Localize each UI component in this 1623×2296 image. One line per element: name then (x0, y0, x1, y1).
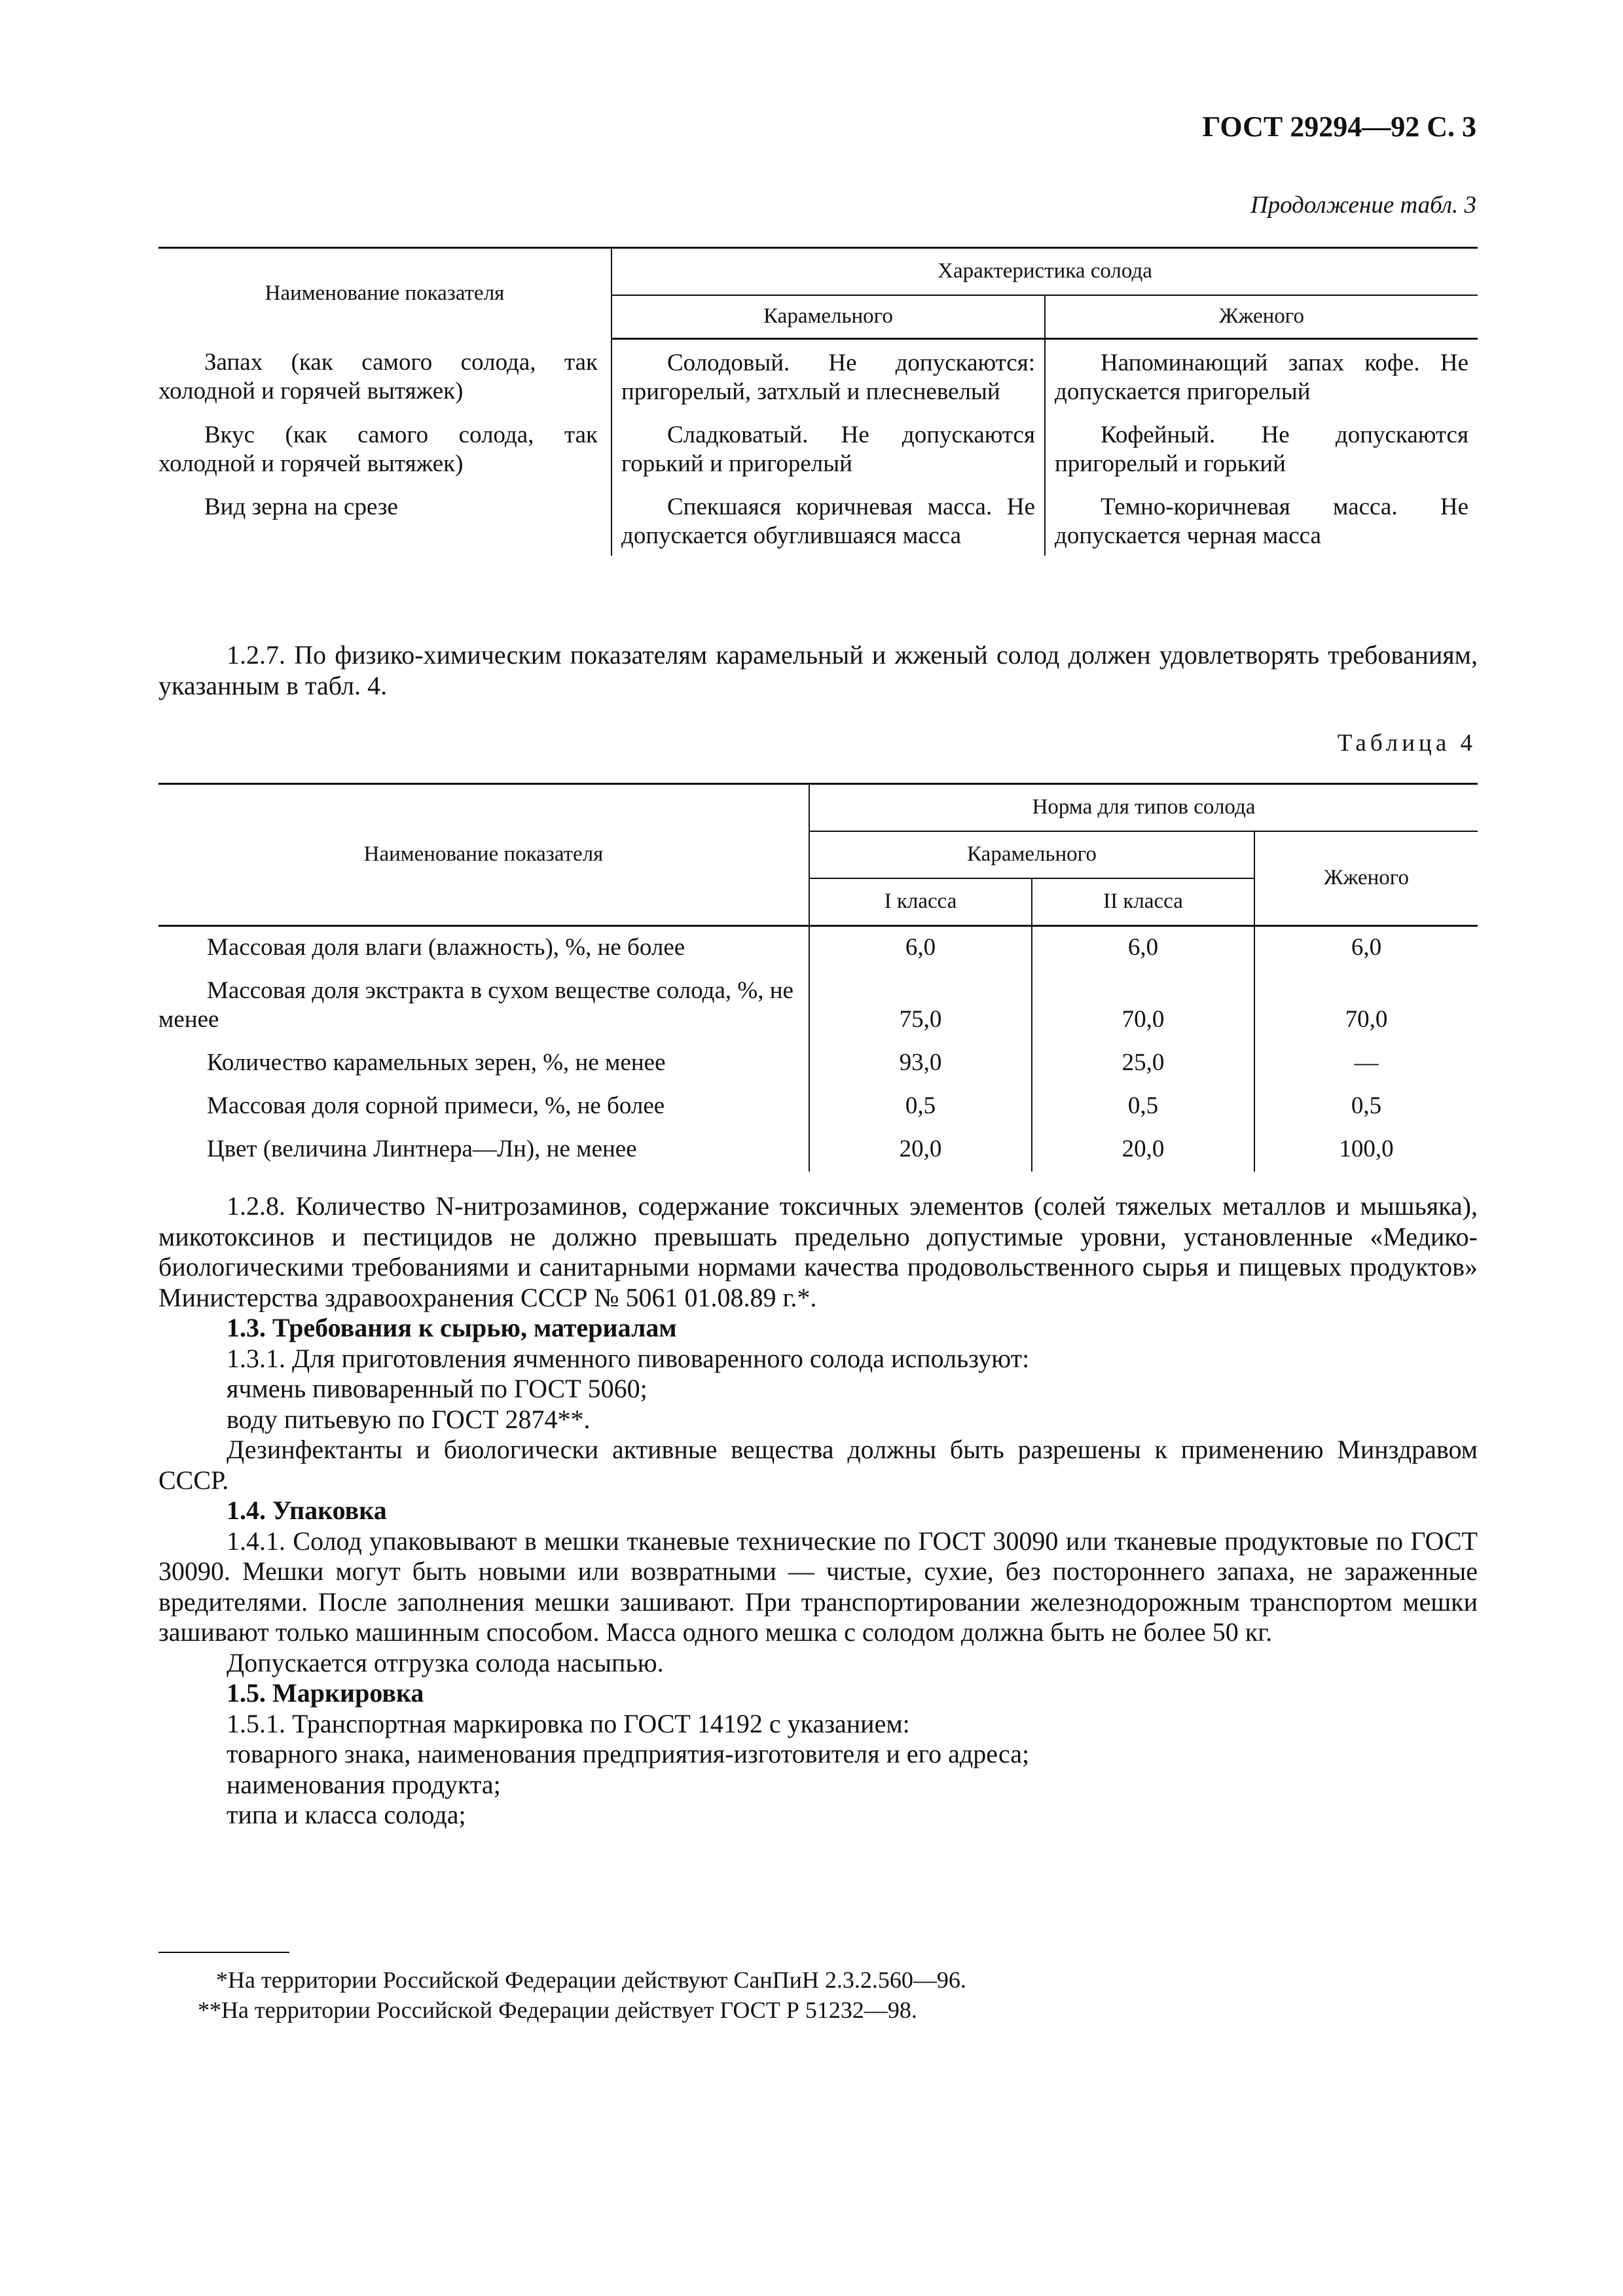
table4-header-group: Норма для типов солода (809, 784, 1478, 832)
table3-cell-caramel: Сладковатый. Не допускаются горький и пригорелый (611, 412, 1045, 484)
table3-cell-indicator: Запах (как самого солода, так холодной и горячей вытяжек) (158, 348, 598, 404)
table4-cell-value: 6,0 (1032, 926, 1254, 971)
paragraph-1-5-1: 1.5.1. Транспортная маркировка по ГОСТ 14192 с указанием: (227, 1708, 910, 1738)
table3-cell-indicator: Вкус (как самого солода, так холодной и горячей вытяжек) (158, 422, 598, 477)
table4-cell-indicator (158, 970, 809, 1042)
list-item: воду питьевую по ГОСТ 2874**. (227, 1404, 591, 1434)
table-row (158, 1085, 1478, 1128)
list-item: типа и класса солода; (227, 1800, 466, 1829)
table4-cell-value: 20,0 (1032, 1128, 1254, 1172)
table4-header-roasted: Жженого (1254, 831, 1478, 926)
table-row (158, 339, 1478, 412)
table3-header-group: Характеристика солода (611, 248, 1478, 296)
table4-cell-value: 70,0 (1032, 970, 1254, 1042)
table-row (158, 1042, 1478, 1085)
table3-header-indicator: Наименование показателя (264, 281, 505, 305)
section-heading-1-3: 1.3. Требования к сырью, материалам (227, 1313, 677, 1342)
list-item: наименования продукта; (227, 1769, 501, 1799)
table4-cell-indicator (158, 926, 809, 971)
table4-cell-value: 20,0 (809, 1128, 1032, 1172)
table4-cell-value: 0,5 (1254, 1085, 1478, 1128)
table4-header-indicator: Наименование показателя (158, 784, 809, 926)
table4-cell-value: 93,0 (809, 1042, 1032, 1085)
list-item: товарного знака, наименования предприятия-изготовителя и его адреса; (227, 1739, 1030, 1768)
table4-cell-value: 70,0 (1254, 970, 1478, 1042)
table4-cell-indicator-text: Массовая доля влаги (влажность), %, не более (207, 934, 685, 961)
main-text (158, 1191, 1478, 1831)
table3-cell-caramel: Солодовый. Не допускаются: пригорелый, затхлый и плесневелый (611, 339, 1045, 412)
table-row (158, 412, 1478, 484)
table-continuation-label: Продолжение табл. 3 (1250, 192, 1476, 219)
table4-cell-value: — (1254, 1042, 1478, 1085)
table3-header-roasted: Жженого (1045, 295, 1478, 339)
paragraph-1-2-8: 1.2.8. Количество N-нитрозаминов, содержание токсичных элементов (солей тяжелых металлов и мышьяка), микотоксинов и пестицидов не должно превышать предельно допустимые уровни, установленные «Медико-биологическими требованиями и санитарными нормами качества продовольственного сырья и пищевых продуктов» Министерства здравоохранения СССР № 5061 01.08.89 г.*. (158, 1191, 1478, 1312)
table4-cell-value: 100,0 (1254, 1128, 1478, 1172)
table4-cell-value: 0,5 (809, 1085, 1032, 1128)
paragraph-1-4-1: 1.4.1. Солод упаковывают в мешки тканевые технические по ГОСТ 30090 или тканевые продуктовые по ГОСТ 30090. Мешки могут быть новыми или возвратными — чистые, сухие, без постороннего запаха, не зараженные вредителями. После заполнения мешки зашивают. При транспортировании железнодорожным транспортом мешки зашивают только машинным способом. Масса одного мешка с солодом должна быть не более 50 кг. (158, 1526, 1478, 1647)
section-heading-1-5: 1.5. Маркировка (227, 1678, 424, 1708)
table4-cell-value: 25,0 (1032, 1042, 1254, 1085)
table4-cell-indicator (158, 1128, 809, 1172)
paragraph-1-2-7: 1.2.7. По физико-химическим показателям карамельный и жженый солод должен удовлетворять требованиям, указанным в табл. 4. (158, 640, 1478, 700)
table4-cell-value: 0,5 (1032, 1085, 1254, 1128)
footnote-separator (158, 1952, 289, 1953)
table4-cell-indicator (158, 1085, 809, 1128)
paragraph-1-3-1: 1.3.1. Для приготовления ячменного пивоваренного солода используют: (227, 1343, 1030, 1373)
table4-header-caramel: Карамельного (809, 831, 1254, 878)
table4-cell-value: 75,0 (809, 970, 1032, 1042)
footnote-2: **На территории Российской Федерации действует ГОСТ Р 51232—98. (198, 1997, 917, 2023)
table-3 (158, 247, 1478, 556)
table4-cell-indicator-text: Цвет (величина Линтнера—Лн), не менее (207, 1136, 637, 1162)
table-4-caption: Таблица 4 (1337, 730, 1476, 757)
table-row (158, 1128, 1478, 1172)
table4-cell-value: 6,0 (809, 926, 1032, 971)
table4-header-class-1: I класса (809, 878, 1032, 926)
footnote-1: *На территории Российской Федерации действуют СанПиН 2.3.2.560—96. (216, 1967, 966, 1993)
table-4 (158, 783, 1478, 1172)
table4-cell-value: 6,0 (1254, 926, 1478, 971)
paragraph-bulk-shipment: Допускается отгрузка солода насыпью. (227, 1647, 664, 1677)
table3-cell-roasted: Напоминающий запах кофе. Не допускается пригорелый (1045, 339, 1478, 412)
table-row (158, 926, 1478, 971)
table3-header-caramel: Карамельного (611, 295, 1045, 339)
list-item: ячмень пивоваренный по ГОСТ 5060; (227, 1374, 647, 1403)
table-row (158, 484, 1478, 556)
table3-cell-indicator: Вид зерна на срезе (204, 493, 398, 520)
page-header: ГОСТ 29294—92 С. 3 (1202, 111, 1476, 143)
table3-cell-roasted: Кофейный. Не допускаются пригорелый и горький (1045, 412, 1478, 484)
table-row (158, 970, 1478, 1042)
table3-cell-roasted: Темно-коричневая масса. Не допускается черная масса (1045, 484, 1478, 556)
table4-cell-indicator-text: Массовая доля сорной примеси, %, не более (207, 1092, 665, 1119)
table4-cell-indicator-text: Массовая доля экстракта в сухом веществе солода, %, не менее (158, 977, 793, 1033)
table4-cell-indicator-text: Количество карамельных зерен, %, не менее (207, 1049, 666, 1076)
section-heading-1-4: 1.4. Упаковка (227, 1496, 387, 1525)
table3-cell-caramel: Спекшаяся коричневая масса. Не допускается обуглившаяся масса (611, 484, 1045, 556)
table4-header-class-2: II класса (1032, 878, 1254, 926)
table4-cell-indicator (158, 1042, 809, 1085)
paragraph-disinfectants: Дезинфектанты и биологически активные вещества должны быть разрешены к применению Минздравом СССР. (158, 1435, 1478, 1495)
